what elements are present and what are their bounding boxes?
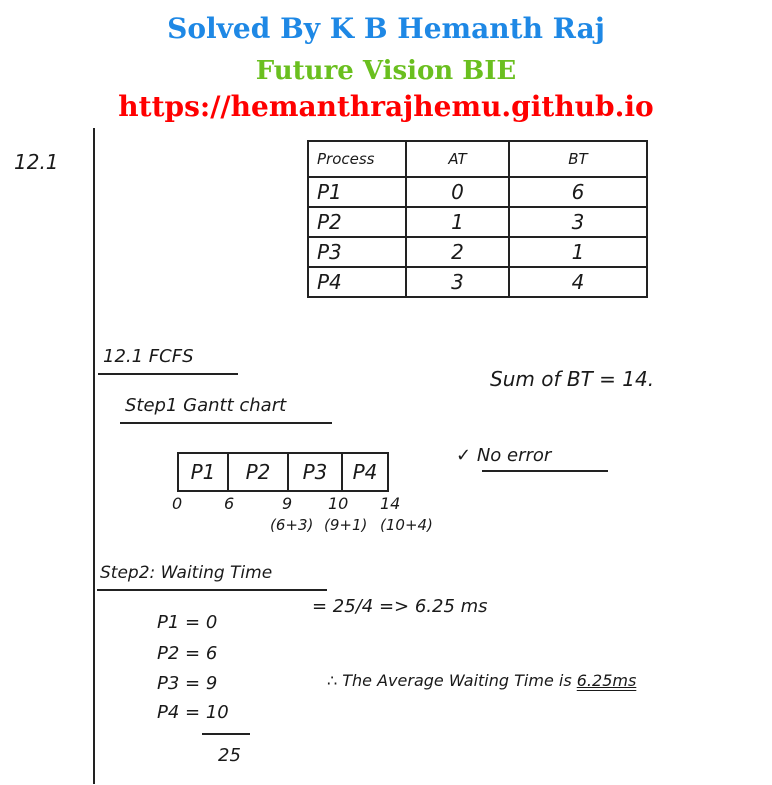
no-error-text: No error xyxy=(476,445,552,466)
no-error-note: ✓ No error xyxy=(456,445,552,466)
table-cell-at: 0 xyxy=(406,177,509,207)
sum-bt: Sum of BT = 14. xyxy=(490,367,655,391)
conclusion-result: 6.25ms xyxy=(576,671,637,690)
table-cell-at: 3 xyxy=(406,267,509,297)
margin-line xyxy=(93,128,95,784)
waiting-p1: P1 = 0 xyxy=(157,612,218,633)
waiting-p3: P3 = 9 xyxy=(157,673,218,694)
table-cell-bt: 1 xyxy=(509,237,647,267)
gantt-tick: 9 xyxy=(282,494,293,513)
header-url: https://hemanthrajhemu.github.io xyxy=(118,90,654,123)
gantt-calc: (6+3) xyxy=(270,516,314,534)
waiting-total: 25 xyxy=(218,745,241,766)
table-cell-process: P1 xyxy=(308,177,406,207)
table-row xyxy=(308,237,647,267)
gantt-cell: P2 xyxy=(229,454,289,490)
table-cell-bt: 4 xyxy=(509,267,647,297)
step2-label: Step2: Waiting Time xyxy=(100,563,273,583)
conclusion-text: ∴ The Average Waiting Time is xyxy=(327,671,572,690)
header-author: Solved By K B Hemanth Raj xyxy=(167,12,605,45)
gantt-tick: 10 xyxy=(328,494,349,513)
conclusion xyxy=(327,671,636,690)
step1-label: Step1 Gantt chart xyxy=(125,395,287,416)
header-org: Future Vision BIE xyxy=(255,56,517,86)
gantt-tick: 14 xyxy=(380,494,401,513)
gantt-calc: (9+1) xyxy=(324,516,368,534)
gantt-calc: (10+4) xyxy=(380,516,433,534)
table-cell-bt: 6 xyxy=(509,177,647,207)
gantt-cell: P1 xyxy=(179,454,229,490)
waiting-p4: P4 = 10 xyxy=(157,702,229,723)
total-underline xyxy=(202,733,250,735)
fcfs-title: 12.1 FCFS xyxy=(103,346,194,367)
table-cell-process: P3 xyxy=(308,237,406,267)
gantt-tick: 0 xyxy=(172,494,183,513)
table-row xyxy=(308,267,647,297)
gantt-cell: P3 xyxy=(289,454,343,490)
table-cell-at: 2 xyxy=(406,237,509,267)
gantt-tick: 6 xyxy=(224,494,235,513)
table-row xyxy=(308,207,647,237)
table-header-bt: BT xyxy=(509,141,647,177)
table-cell-at: 1 xyxy=(406,207,509,237)
table-header-process: Process xyxy=(308,141,406,177)
no-error-underline xyxy=(482,470,608,472)
table-cell-process: P4 xyxy=(308,267,406,297)
process-table xyxy=(307,140,648,298)
table-row xyxy=(308,177,647,207)
question-number: 12.1 xyxy=(14,150,59,174)
gantt-cell: P4 xyxy=(352,460,378,484)
average-calc: = 25/4 => 6.25 ms xyxy=(312,596,488,617)
table-cell-bt: 3 xyxy=(509,207,647,237)
table-header-at: AT xyxy=(406,141,509,177)
step1-underline xyxy=(120,422,332,424)
step2-underline xyxy=(97,589,327,591)
gantt-chart xyxy=(177,452,389,492)
fcfs-title-underline xyxy=(98,373,238,375)
waiting-p2: P2 = 6 xyxy=(157,643,218,664)
table-cell-process: P2 xyxy=(308,207,406,237)
table-header-row xyxy=(308,141,647,177)
